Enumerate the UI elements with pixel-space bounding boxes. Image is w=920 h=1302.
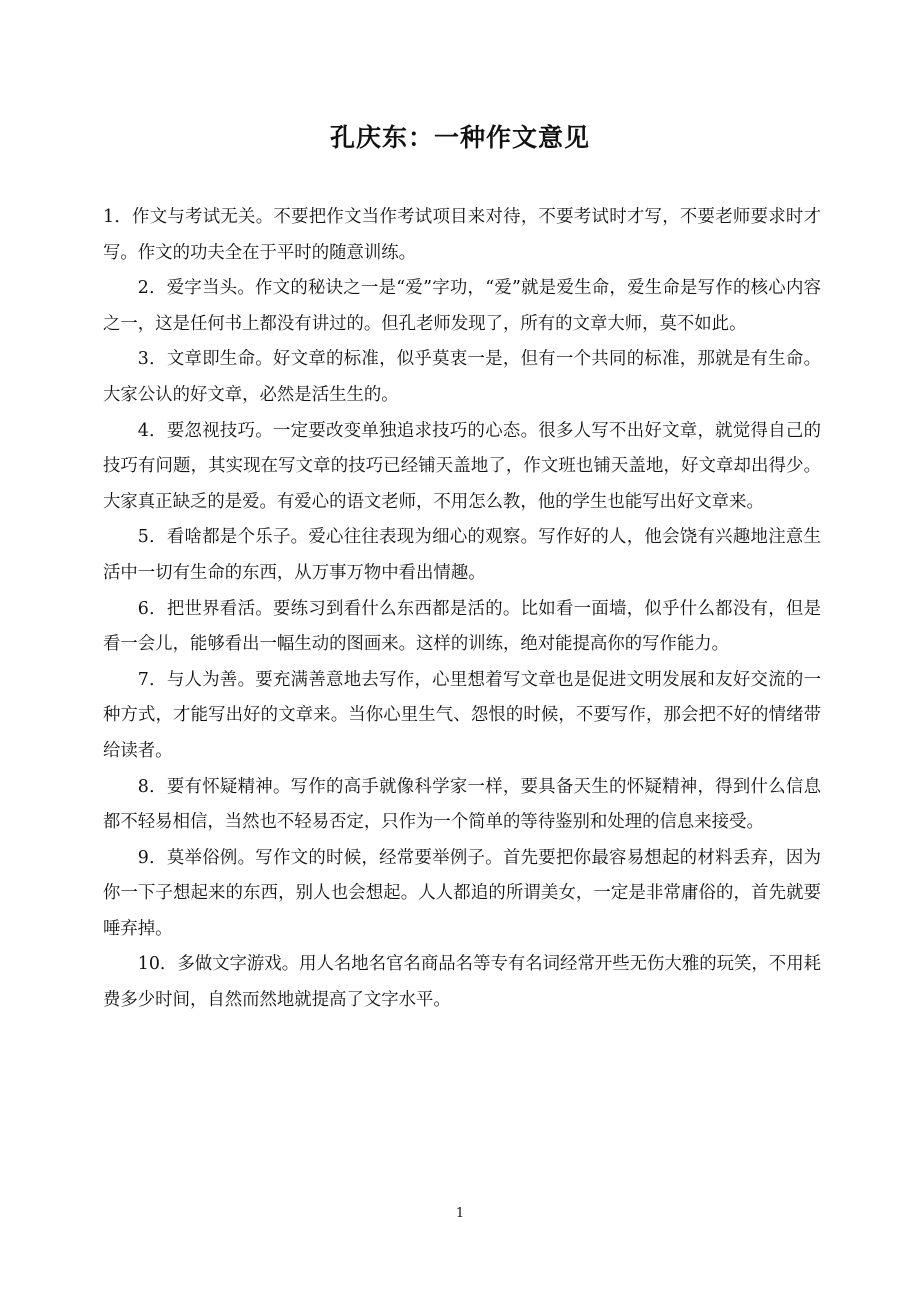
paragraph-6: 6．把世界看活。要练习到看什么东西都是活的。比如看一面墙，似乎什么都没有，但是看一会儿，能够看出一幅生动的图画来。这样的训练，绝对能提高你的写作能力。	[103, 598, 821, 655]
paragraph-9: 9．莫举俗例。写作文的时候，经常要举例子。首先要把你最容易想起的材料丢弃，因为你一下子想起来的东西，别人也会想起。人人都追的所谓美女，一定是非常庸俗的，首先就要唾弃掉。	[103, 847, 821, 939]
paragraph-3: 3．文章即生命。好文章的标准，似乎莫衷一是，但有一个共同的标准，那就是有生命。大家公认的好文章，必然是活生生的。	[103, 349, 821, 405]
paragraph-1: 1．作文与考试无关。不要把作文当作考试项目来对待，不要考试时才写，不要老师要求时才写。作文的功夫全在于平时的随意训练。	[103, 207, 821, 263]
page-number: 1	[455, 1206, 465, 1221]
paragraph-5: 5．看啥都是个乐子。爱心往往表现为细心的观察。写作好的人，他会饶有兴趣地注意生活中一切有生命的东西，从万事万物中看出情趣。	[103, 527, 821, 583]
paragraph-8: 8．要有怀疑精神。写作的高手就像科学家一样，要具备天生的怀疑精神，得到什么信息都不轻易相信，当然也不轻易否定，只作为一个简单的等待鉴别和处理的信息来接受。	[103, 776, 821, 833]
paragraph-4: 4．要忽视技巧。一定要改变单独追求技巧的心态。很多人写不出好文章，就觉得自己的技巧有问题，其实现在写文章的技巧已经铺天盖地了，作文班也铺天盖地，好文章却出得少。大家真正缺乏的是爱。有爱心的语文老师，不用怎么教，他的学生也能写出好文章来。	[103, 420, 821, 512]
document-body	[103, 200, 821, 1019]
page-title: 孔庆东：一种作文意见	[329, 123, 590, 152]
paragraph-10: 10．多做文字游戏。用人名地名官名商品名等专有名词经常开些无伤大雅的玩笑，不用耗费多少时间，自然而然地就提高了文字水平。	[103, 954, 821, 1011]
paragraph-2: 2．爱字当头。作文的秘诀之一是“爱”字功，“爱”就是爱生命，爱生命是写作的核心内容之一，这是任何书上都没有讲过的。但孔老师发现了，所有的文章大师，莫不如此。	[103, 278, 821, 334]
paragraph-7: 7．与人为善。要充满善意地去写作，心里想着写文章也是促进文明发展和友好交流的一种方式，才能写出好的文章来。当你心里生气、怨恨的时候，不要写作，那会把不好的情绪带给读者。	[103, 669, 821, 761]
